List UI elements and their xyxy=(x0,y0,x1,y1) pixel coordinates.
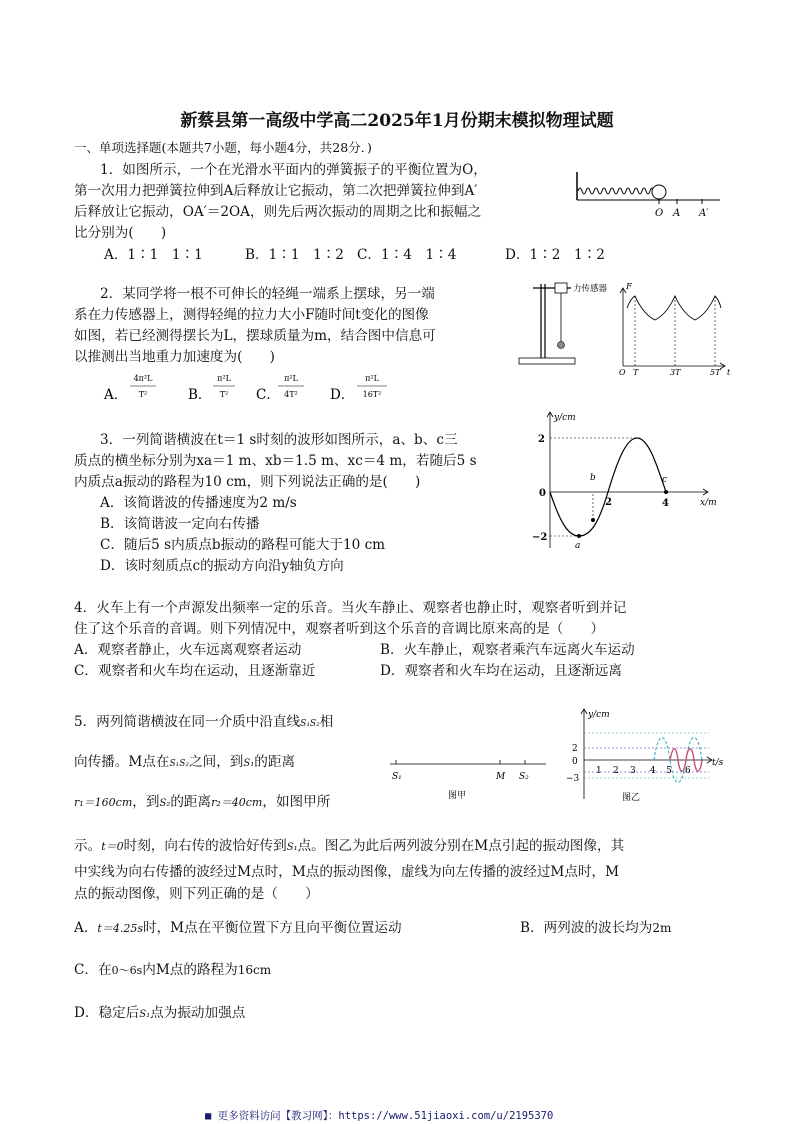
q5-option-d-c: 点为振动加强点 xyxy=(150,1005,246,1021)
q5-line-1 xyxy=(74,712,333,735)
q1-option-b: B．1∶1 1∶2 xyxy=(245,247,344,263)
q5-r1: r₁＝160cm xyxy=(74,796,133,809)
q1-option-d: D．1∶2 1∶2 xyxy=(505,247,605,263)
q5-yi-tick-2: 2 xyxy=(613,766,619,776)
q5-yi-t-label: t/s xyxy=(712,758,724,768)
q4-option-a: A．观察者静止，火车远离观察者运动 xyxy=(74,642,302,658)
q5-yi-y-label: y/cm xyxy=(588,710,610,720)
q5-yi-m3: −3 xyxy=(566,774,580,784)
q5-option-a-text: 时，M点在平衡位置下方且向平衡位置运动 xyxy=(142,920,402,936)
q5-jia-s2: S₂ xyxy=(519,772,529,782)
q2-option-c-den: 4T² xyxy=(284,390,298,399)
q5-yi-0: 0 xyxy=(572,757,578,767)
q3-point-c: c xyxy=(662,475,668,485)
q4-option-b: B．火车静止，观察者乘汽车远离火车运动 xyxy=(380,642,635,658)
q2-options xyxy=(100,368,400,406)
q5-t0: t＝0 xyxy=(101,840,124,853)
q5-figure-jia xyxy=(388,752,548,802)
q5-line-2-b: 之间，到 xyxy=(189,754,244,770)
q5-jia-m: M xyxy=(496,772,506,782)
q5-yi-tick-5: 5 xyxy=(666,766,672,776)
q1-line-4: 比分别为( ) xyxy=(74,225,167,241)
q5-option-b-value: 2m xyxy=(652,921,672,935)
q2-option-d-den: 16T² xyxy=(362,390,382,399)
q3-x-label: x/m xyxy=(700,498,717,508)
q3-ymin-label: −2 xyxy=(532,532,548,543)
q5-yi-2: 2 xyxy=(572,744,578,754)
q3-origin-label: 0 xyxy=(539,488,546,499)
q2-option-c-letter: C． xyxy=(256,387,280,403)
q5-s2-ref: S₂ xyxy=(159,798,171,809)
q5-line-5: 中实线为向右传播的波经过M点时，M点的振动图像，虚线为向左传播的波经过M点时，M xyxy=(74,864,620,880)
q1-line-3: 后释放让它振动，OA′＝2OA，则先后两次振动的周期之比和振幅之 xyxy=(74,204,482,220)
q5-option-a-time: t＝4.25s xyxy=(97,922,143,935)
q5-option-c-c: 内M点的路程为 xyxy=(142,962,238,978)
q5-yi-tick-3: 3 xyxy=(630,766,636,776)
q2-option-a-den: T² xyxy=(138,390,148,399)
q5-jia-s1: S₁ xyxy=(392,772,402,782)
q5-option-c-value: 16cm xyxy=(237,963,272,977)
q5-line-4-a: 示。 xyxy=(74,838,102,854)
q3-option-d: D．该时刻质点c的振动方向沿y轴负方向 xyxy=(100,558,344,574)
q5-line-3-b: ，到 xyxy=(132,794,160,810)
q2-label-f: F xyxy=(626,282,632,292)
q5-yi-tick-4: 4 xyxy=(650,766,656,776)
q3-y-label: y/cm xyxy=(554,413,576,423)
q2-label-t: t xyxy=(727,368,731,376)
q5-option-d-s1: S₁ xyxy=(139,1009,151,1020)
q2-label-t1: T xyxy=(633,368,639,376)
q5-r2: r₂＝40cm xyxy=(211,796,263,809)
q2-label-o: O xyxy=(619,368,626,376)
q4-line-1: 4．火车上有一个声源发出频率一定的乐音。当火车静止、观察者也静止时，观察者听到并记 xyxy=(74,600,627,616)
q5-figure-yi xyxy=(562,705,732,805)
q5-s1s2-2: S₁S₂ xyxy=(169,759,190,769)
q5-option-d xyxy=(74,1003,245,1025)
q5-line-3-e: ，如图甲所 xyxy=(262,794,331,810)
q2-line-1: 2．某同学将一根不可伸长的轻绳一端系上摆球，另一端 xyxy=(100,286,435,302)
q5-yi-tick-1: 1 xyxy=(596,766,602,776)
q3-point-a: a xyxy=(575,541,581,551)
q5-line-3-c: 的距离 xyxy=(170,794,212,810)
q5-yi-tick-6: 6 xyxy=(685,766,691,776)
q3-x2-label: 2 xyxy=(605,497,612,508)
q2-option-d-letter: D． xyxy=(330,387,355,403)
q5-option-c-a: C．在 xyxy=(74,962,112,978)
q5-option-b xyxy=(520,918,671,939)
q5-line-2 xyxy=(74,752,295,775)
q5-line-4-c: 时刻，向右传的波恰好传到 xyxy=(123,838,287,854)
q2-label-t3: 3T xyxy=(670,368,681,376)
q5-line-1-b: 相 xyxy=(319,714,334,730)
q2-option-c-num: π²L xyxy=(284,374,298,383)
q2-option-a-letter: A． xyxy=(104,387,128,403)
q2-option-b-letter: B． xyxy=(188,387,212,403)
q3-point-b: b xyxy=(590,473,596,483)
q5-yi-caption: 图乙 xyxy=(622,793,641,803)
q5-line-4 xyxy=(74,836,624,858)
q3-x4-label: 4 xyxy=(662,498,669,509)
q3-ymax-label: 2 xyxy=(538,434,545,445)
q3-line-3: 内质点a振动的路程为10 cm，则下列说法正确的是( ) xyxy=(74,474,421,490)
q5-s1s2-1: S₁S₂ xyxy=(300,719,320,729)
q1-label-a-prime: A′ xyxy=(699,208,709,219)
q3-option-a: A．该简谐波的传播速度为2 m/s xyxy=(100,495,297,511)
q4-option-d: D．观察者和火车均在运动，且逐渐远离 xyxy=(380,663,622,679)
q2-pendulum-figure xyxy=(515,276,735,376)
q1-spring-figure xyxy=(575,170,725,220)
q5-option-a-letter: A． xyxy=(74,920,98,936)
q2-line-3: 如图，若已经测得摆长为L，摆球质量为m，结合图中信息可 xyxy=(74,328,436,344)
q3-line-2: 质点的横坐标分别为xa＝1 m、xb＝1.5 m、xc＝4 m，若随后5 s xyxy=(74,453,477,469)
q5-option-c-range: 0～6s xyxy=(111,964,143,977)
q5-option-b-text: B．两列波的波长均为 xyxy=(520,920,653,936)
q2-option-d-num: π²L xyxy=(365,374,379,383)
q5-line-6: 点的振动图像，则下列正确的是（ ） xyxy=(74,886,319,902)
q1-line-2: 第一次用力把弹簧拉伸到A后释放让它振动，第二次把弹簧拉伸到A′ xyxy=(74,183,478,199)
q5-jia-caption: 图甲 xyxy=(448,791,467,801)
q5-line-2-a: 向传播。M点在 xyxy=(74,754,170,770)
q5-s1-ref-1: S₁ xyxy=(243,758,255,769)
footer-link[interactable]: ■ 更多资料访问【教习网】：https://www.51jiaoxi.com/u/2195370 xyxy=(205,1110,554,1122)
q5-option-c xyxy=(74,960,271,981)
q2-option-b-num: π²L xyxy=(217,374,231,383)
q1-option-c: C．1∶4 1∶4 xyxy=(357,247,457,263)
q2-option-b-den: T² xyxy=(219,390,229,399)
q5-option-a xyxy=(74,918,402,939)
q3-option-b: B．该简谐波一定向右传播 xyxy=(100,516,260,532)
q4-option-c: C．观察者和火车均在运动，且逐渐靠近 xyxy=(74,663,316,679)
page-title: 新蔡县第一高级中学高二2025年1月份期末模拟物理试题 xyxy=(180,111,614,131)
q3-wave-figure xyxy=(530,408,730,553)
q4-line-2: 住了这个乐音的音调。则下列情况中，观察者听到这个乐音的音调比原来高的是（ ） xyxy=(74,621,605,637)
q3-option-c: C．随后5 s内质点b振动的路程可能大于10 cm xyxy=(100,537,386,553)
q1-option-a: A．1∶1 1∶1 xyxy=(104,247,203,263)
q2-label-t5: 5T xyxy=(710,368,721,376)
section-heading: 一、单项选择题(本题共7小题，每小题4分，共28分．) xyxy=(74,140,372,155)
q1-label-o: O xyxy=(655,208,664,219)
q1-label-a: A xyxy=(673,208,681,219)
q2-sensor-label: 力传感器 xyxy=(573,284,608,294)
q5-line-4-d: 点。图乙为此后两列波分别在M点引起的振动图像，其 xyxy=(297,838,625,854)
q2-line-2: 系在力传感器上，测得轻绳的拉力大小F随时间t变化的图像 xyxy=(74,307,429,323)
q2-line-4: 以推测出当地重力加速度为( ) xyxy=(74,349,275,365)
q5-s1-ref-2: S₁ xyxy=(286,842,298,853)
q5-line-1-a: 5．两列简谐横波在同一介质中沿直线 xyxy=(74,714,301,730)
q5-line-2-c: 的距离 xyxy=(254,754,296,770)
q2-option-a-num: 4π²L xyxy=(133,374,153,383)
q1-line-1: 1．如图所示，一个在光滑水平面内的弹簧振子的平衡位置为O， xyxy=(100,162,487,178)
q5-option-d-a: D．稳定后 xyxy=(74,1005,140,1021)
q5-line-3 xyxy=(74,792,330,814)
q3-line-1: 3．一列简谐横波在t＝1 s时刻的波形如图所示，a、b、c三 xyxy=(100,432,458,448)
